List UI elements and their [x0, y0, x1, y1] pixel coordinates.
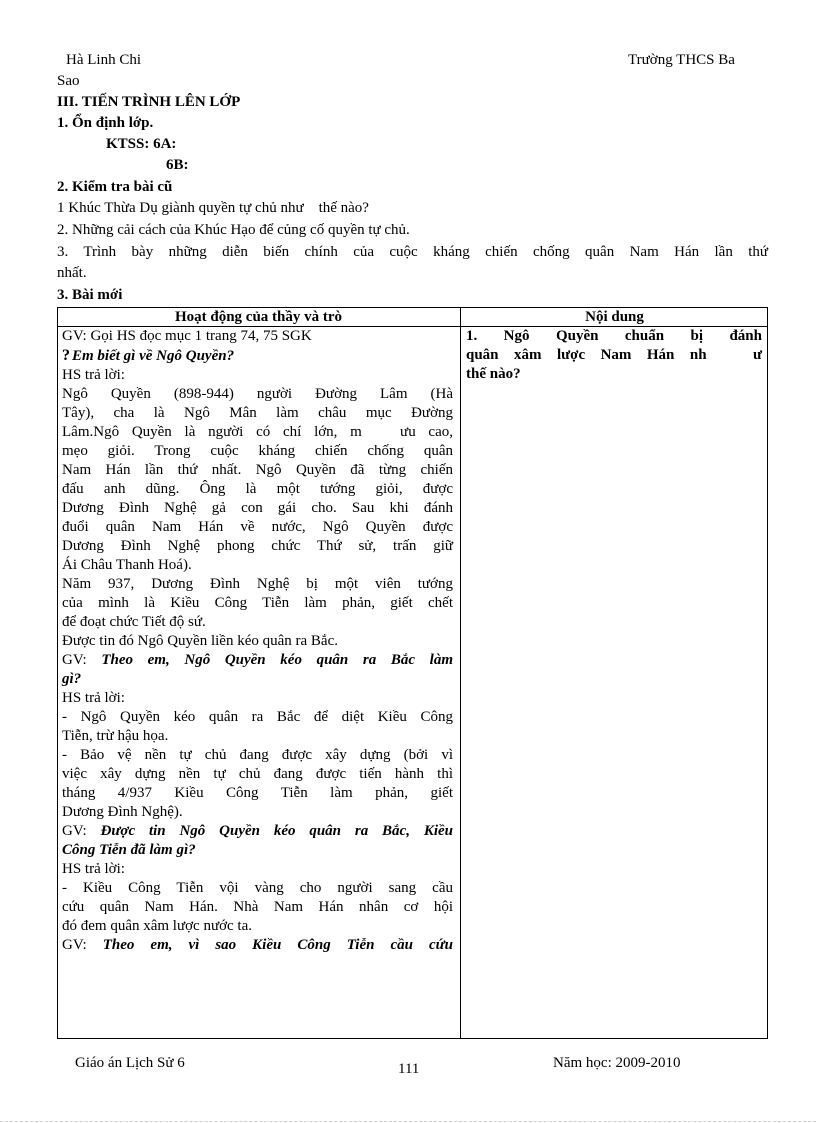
activity-line: Nam Hán lần thứ nhất. Ngô Quyền đã từng chiến	[62, 462, 453, 478]
activity-line: Dương Đình Nghệ phong chức Thứ sử, trấn giữ	[62, 538, 453, 554]
page-number: 111	[398, 1061, 420, 1077]
activity-line: Dương Đình Nghệ gả con gái cho. Sau khi đánh	[62, 500, 453, 516]
activity-line: - Ngô Quyền kéo quân ra Bắc để diệt Kiều Công	[62, 709, 453, 725]
school-name-wrap: Sao	[57, 73, 80, 89]
content-line: 1. Ngô Quyền chuẩn bị đánh	[466, 328, 762, 344]
question-mark-icon: ?	[62, 347, 70, 364]
table-column-divider	[460, 307, 461, 1039]
activity-line: Năm 937, Dương Đình Nghệ bị một viên tướng	[62, 576, 453, 592]
activity-line: ? Em biết gì về Ngô Quyền?	[62, 347, 235, 364]
content-cell	[466, 327, 762, 384]
activity-line: Dương Đình Nghệ).	[62, 804, 183, 820]
activity-line: HS trả lời:	[62, 367, 125, 383]
activity-line: đấu anh dũng. Ông là một tướng giỏi, được	[62, 481, 453, 497]
activity-line: Tây), cha là Ngô Mân làm châu mục Đường	[62, 405, 453, 421]
activity-line: HS trả lời:	[62, 861, 125, 877]
activity-line: Được tin đó Ngô Quyền liền kéo quân ra Bắc.	[62, 633, 338, 649]
activity-line: GV: Theo em, vì sao Kiều Công Tiễn cầu cứu	[62, 937, 453, 953]
activity-line: để đoạt chức Tiết độ sứ.	[62, 614, 206, 630]
question-2: 2. Những cải cách của Khúc Hạo để củng cố quyền tự chủ.	[57, 222, 410, 238]
table-header-content: Nội dung	[585, 309, 644, 325]
activity-line: Tiễn, trừ hậu họa.	[62, 728, 169, 744]
activity-line: tháng 4/937 Kiều Công Tiễn làm phản, giết	[62, 785, 453, 801]
activity-line: cứu quân Nam Hán. Nhà Nam Hán nhân cơ hội	[62, 899, 453, 915]
question-3-line1: 3. Trình bày những diễn biến chính của cuộc kháng chiến chống quân Nam Hán lần thứ	[57, 244, 768, 260]
footer-school-year: Năm học: 2009-2010	[553, 1055, 681, 1071]
teacher-name: Hà Linh Chi	[66, 52, 141, 68]
activity-line: Ái Châu Thanh Hoá).	[62, 557, 192, 573]
activity-line: GV: Theo em, Ngô Quyền kéo quân ra Bắc làm	[62, 652, 453, 668]
ktss-6a: KTSS: 6A:	[106, 136, 177, 152]
stabilize-heading: 1. Ổn định lớp.	[57, 115, 154, 131]
activity-line: đó đem quân xâm lược nước ta.	[62, 918, 252, 934]
activity-line: - Bảo vệ nền tự chủ đang được xây dựng (bởi vì	[62, 747, 453, 763]
old-lesson-heading: 2. Kiểm tra bài cũ	[57, 179, 173, 195]
footer-lesson-plan: Giáo án Lịch Sử 6	[75, 1055, 185, 1071]
ktss-6b: 6B:	[166, 157, 189, 173]
question-3-line2: nhất.	[57, 265, 87, 281]
activities-cell	[62, 327, 453, 955]
table-header-activities: Hoạt động của thầy và trò	[174, 309, 343, 325]
activity-line: đuổi quân Nam Hán về nước, Ngô Quyền được	[62, 519, 453, 535]
new-lesson-heading: 3. Bài mới	[57, 287, 123, 303]
content-line: thế nào?	[466, 366, 521, 382]
school-name: Trường THCS Ba	[628, 52, 735, 68]
activity-line: Lâm.Ngô Quyền là người có chí lớn, m ưu cao,	[62, 424, 453, 440]
activity-line: mẹo giỏi. Trong cuộc kháng chiến chống quân	[62, 443, 453, 459]
activity-line: GV: Được tin Ngô Quyền kéo quân ra Bắc, Kiều	[62, 823, 453, 839]
activity-line: gì?	[62, 671, 82, 687]
section-title: III. TIẾN TRÌNH LÊN LỚP	[57, 94, 241, 110]
question-1: 1 Khúc Thừa Dụ giành quyền tự chủ như thế nào?	[57, 200, 369, 216]
activity-line: Công Tiễn đã làm gì?	[62, 842, 196, 858]
activity-line: của mình là Kiều Công Tiễn làm phản, giết chết	[62, 595, 453, 611]
activity-line: Ngô Quyền (898-944) người Đường Lâm (Hà	[62, 386, 453, 402]
activity-line: việc xây dựng nền tự chủ đang được tiến hành thì	[62, 766, 453, 782]
activity-line: HS trả lời:	[62, 690, 125, 706]
content-line: quân xâm lược Nam Hán nh ư	[466, 347, 762, 363]
activity-line: GV: Gọi HS đọc mục 1 trang 74, 75 SGK	[62, 328, 312, 344]
activity-line: - Kiều Công Tiễn vội vàng cho người sang cầu	[62, 880, 453, 896]
